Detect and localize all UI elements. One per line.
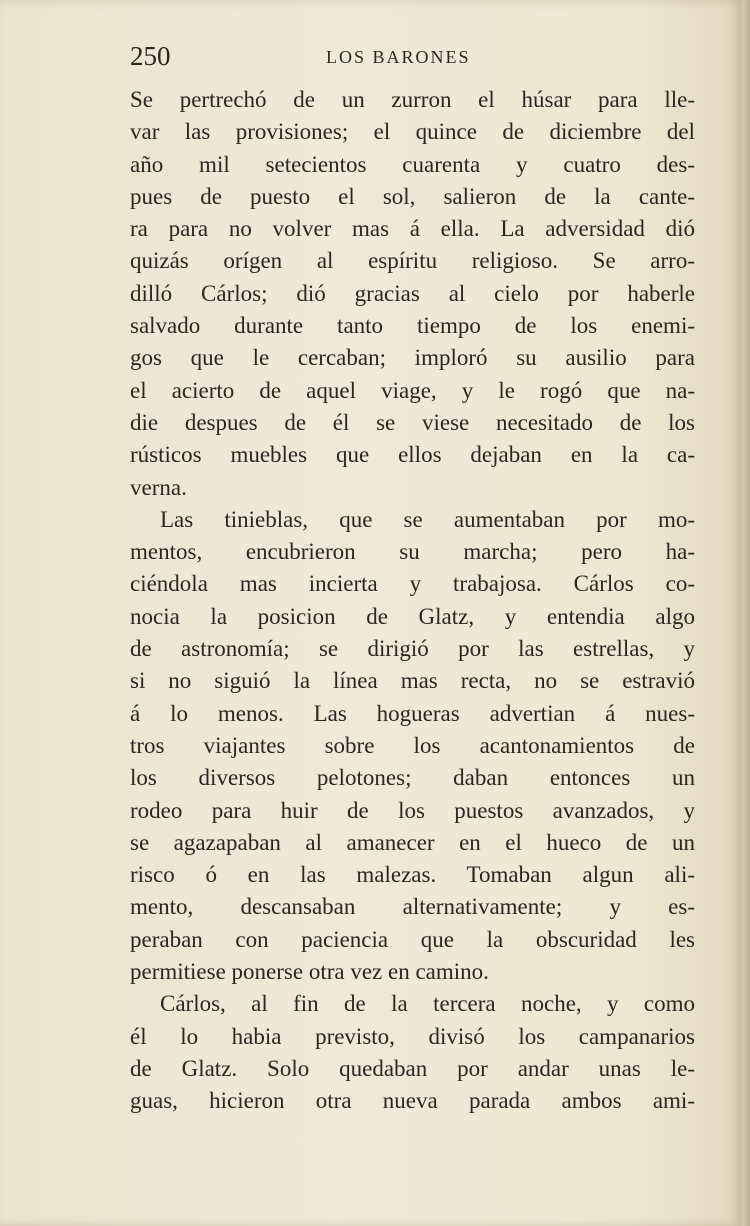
text-line: rodeo para huir de los puestos avanzados, y — [130, 797, 695, 823]
text-line: tros viajantes sobre los acantonamientos de — [130, 732, 695, 758]
text-line: Las tinieblas, que se aumentaban por mo- — [160, 506, 695, 532]
text-line: el acierto de aquel viage, y le rogó que na- — [130, 377, 695, 403]
text-line: mento, descansaban alternativamente; y es- — [130, 894, 695, 920]
text-line: ciéndola mas incierta y trabajosa. Cárlos co- — [130, 571, 695, 597]
text-line: á lo menos. Las hogueras advertian á nues- — [130, 700, 695, 726]
paragraph-end-line: permitiese ponerse otra vez en camino. — [130, 959, 489, 985]
text-line: salvado durante tanto tiempo de los enemi- — [130, 313, 695, 339]
text-line: var las provisiones; el quince de diciembre del — [130, 119, 695, 145]
text-line: guas, hicieron otra nueva parada ambos ami- — [130, 1088, 695, 1114]
page-header — [130, 38, 695, 74]
page-edge — [742, 0, 750, 1226]
text-line: Cárlos, al fin de la tercera noche, y como — [160, 991, 695, 1017]
page-number: 250 — [130, 41, 171, 71]
text-line: mentos, encubrieron su marcha; pero ha- — [130, 539, 695, 565]
body-text — [130, 84, 695, 1118]
text-line: rústicos muebles que ellos dejaban en la ca- — [130, 442, 695, 468]
text-line: risco ó en las malezas. Tomaban algun ali- — [130, 862, 695, 888]
text-line: los diversos pelotones; daban entonces un — [130, 765, 695, 791]
text-line: si no siguió la línea mas recta, no se estravió — [130, 668, 695, 694]
text-line: ra para no volver mas á ella. La adversidad dió — [130, 216, 695, 242]
text-line: die despues de él se viese necesitado de los — [130, 409, 695, 435]
text-line: peraban con paciencia que la obscuridad les — [130, 926, 695, 952]
text-line: quizás orígen al espíritu religioso. Se arro- — [130, 248, 695, 274]
text-line: dilló Cárlos; dió gracias al cielo por haberle — [130, 280, 695, 306]
text-line: pues de puesto el sol, salieron de la cante- — [130, 183, 695, 209]
text-line: él lo habia previsto, divisó los campanarios — [130, 1023, 695, 1049]
text-line: Se pertrechó de un zurron el húsar para lle- — [130, 87, 695, 112]
text-line: se agazapaban al amanecer en el hueco de un — [130, 829, 695, 855]
text-line: gos que le cercaban; imploró su ausilio para — [130, 345, 695, 371]
text-line: nocia la posicion de Glatz, y entendia algo — [130, 603, 695, 629]
text-line: de Glatz. Solo quedaban por andar unas le- — [130, 1055, 695, 1081]
text-line: de astronomía; se dirigió por las estrellas, y — [130, 636, 695, 662]
paragraph-end-line: verna. — [130, 474, 187, 500]
text-line: año mil setecientos cuarenta y cuatro des- — [130, 151, 695, 177]
running-head: LOS BARONES — [326, 47, 471, 67]
